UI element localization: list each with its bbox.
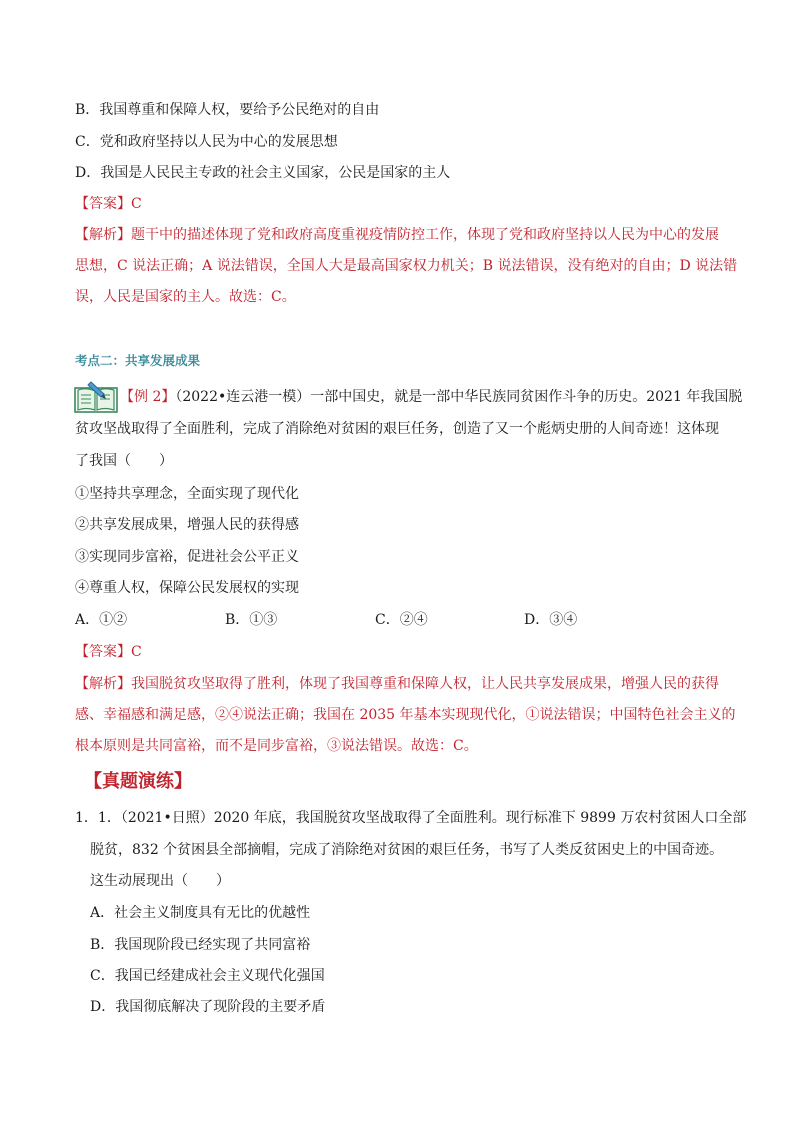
- book-pen-icon: [74, 380, 118, 414]
- analysis-label: 【解析】: [75, 227, 131, 243]
- analysis-text: 题干中的描述体现了党和政府高度重视疫情防控工作，体现了党和政府坚持以人民为中心的发展: [131, 227, 719, 243]
- example-option-d: D．③④: [524, 612, 578, 628]
- practice-heading: 【真题演练】: [84, 771, 192, 792]
- analysis-line-3: 误，人民是国家的主人。故选：C。: [75, 289, 296, 305]
- example-option-b: B．①③: [225, 612, 278, 628]
- practice-line-2: 脱贫，832 个贫困县全部摘帽，完成了消除绝对贫困的艰巨任务，书写了人类反贫困史上的中国奇迹。: [90, 842, 724, 858]
- statement-1: ①坚持共享理念，全面实现了现代化: [75, 486, 299, 502]
- example-line-1: [120, 387, 742, 407]
- example-option-c: C．②④: [375, 612, 428, 628]
- option-c: C．党和政府坚持以人民为中心的发展思想: [75, 134, 338, 150]
- answer: 【答案】C: [75, 196, 142, 212]
- analysis-part-a: 感、幸福感和满足感，: [75, 707, 215, 723]
- example-tag: 【例 2】: [120, 389, 176, 405]
- example-analysis-label: 【解析】: [75, 676, 131, 692]
- example-analysis-line-3: 根本原则是共同富裕，而不是同步富裕，③说法错误。故选：C。: [75, 738, 478, 754]
- example-line-3: 了我国（ ）: [75, 453, 173, 469]
- practice-text-1: （2021•日照）2020 年底，我国脱贫攻坚战取得了全面胜利。现行标准下 9899 万农村贫困人口全部: [120, 810, 747, 826]
- practice-option-d: D．我国彻底解决了现阶段的主要矛盾: [90, 999, 326, 1015]
- statement-2: ②共享发展成果，增强人民的获得感: [75, 517, 299, 533]
- practice-option-c: C．我国已经建成社会主义现代化强国: [90, 968, 325, 984]
- example-analysis-line-1: [75, 674, 719, 694]
- statement-3: ③实现同步富裕，促进社会公平正义: [75, 549, 299, 565]
- analysis-part-e: ；中国特色社会主义的: [595, 707, 736, 723]
- practice-option-a: A．社会主义制度具有无比的优越性: [90, 905, 311, 921]
- analysis-part-b: ②④说法正确: [215, 707, 299, 723]
- practice-option-b: B．我国现阶段已经实现了共同富裕: [90, 937, 311, 953]
- section-title: 考点二：共享发展成果: [75, 353, 201, 368]
- analysis-line-1: [75, 225, 719, 245]
- example-option-a: A．①②: [75, 612, 128, 628]
- analysis-line-2: 思想，C 说法正确；A 说法错误，全国人大是最高国家权力机关；B 说法错误，没有绝对的自由；D 说法错: [75, 258, 738, 274]
- example-analysis-line-2: [75, 705, 736, 725]
- practice-line-3: 这生动展现出（ ）: [90, 873, 230, 889]
- practice-line-1: [75, 808, 746, 828]
- example-analysis-text-1: 我国脱贫攻坚取得了胜利，体现了我国尊重和保障人权，让人民共享发展成果，增强人民的获得: [131, 676, 719, 692]
- analysis-part-c: ；我国在 2035 年基本实现现代化，: [299, 707, 526, 723]
- example-text-1: （2022•连云港一模）一部中国史，就是一部中华民族同贫困作斗争的历史。2021 年我国脱: [175, 389, 743, 405]
- option-b: B．我国尊重和保障人权，要给予公民绝对的自由: [75, 102, 380, 118]
- statement-4: ④尊重人权，保障公民发展权的实现: [75, 580, 299, 596]
- example-line-2: 贫攻坚战取得了全面胜利，完成了消除绝对贫困的艰巨任务，创造了又一个彪炳史册的人间奇迹！这体现: [75, 421, 719, 437]
- practice-number: 1．1．: [75, 810, 121, 826]
- option-d: D．我国是人民民主专政的社会主义国家，公民是国家的主人: [75, 165, 451, 181]
- analysis-part-d: ①说法错误: [525, 707, 596, 723]
- example-answer: 【答案】C: [75, 644, 142, 660]
